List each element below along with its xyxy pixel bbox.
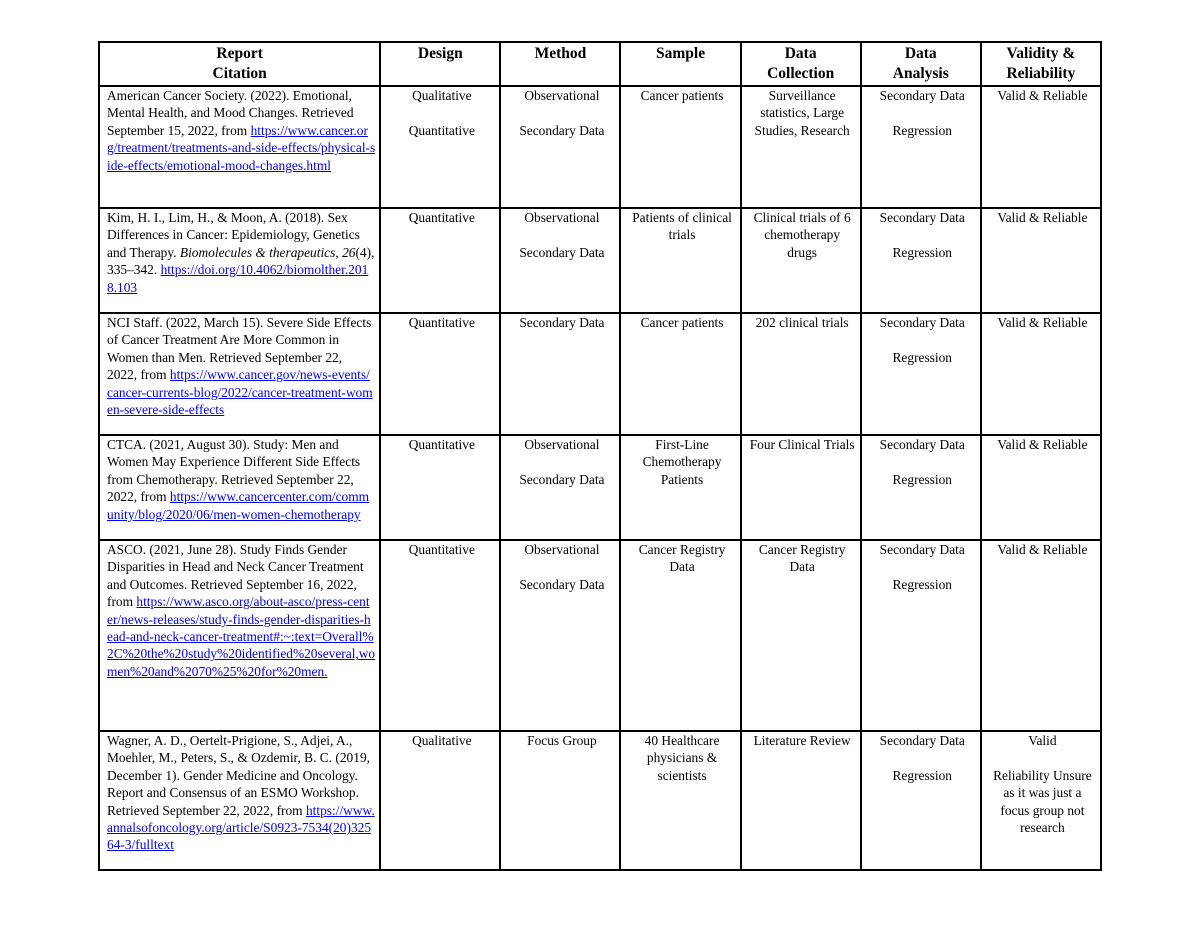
design-cell: Quantitative	[380, 313, 500, 435]
validity-cell: Valid & Reliable	[981, 313, 1101, 435]
citation-cell	[99, 86, 380, 208]
method-cell: Observational Secondary Data	[500, 540, 620, 731]
header-design: Design	[380, 42, 500, 86]
design-cell: Quantitative	[380, 208, 500, 313]
header-citation: Report Citation	[99, 42, 380, 86]
table-row	[99, 313, 1101, 435]
method-cell: Focus Group	[500, 731, 620, 870]
header-method: Method	[500, 42, 620, 86]
design-cell: Qualitative Quantitative	[380, 86, 500, 208]
design-cell: Quantitative	[380, 540, 500, 731]
method-cell: Observational Secondary Data	[500, 435, 620, 540]
table-row	[99, 540, 1101, 731]
method-cell: Observational Secondary Data	[500, 86, 620, 208]
data-analysis-cell: Secondary Data Regression	[861, 435, 981, 540]
citation-cell: NCI Staff. (2022, March 15). Severe Side Effects of Cancer Treatment Are More Common in Women than Men. Retrieved September 22, 2022, from https://www.cancer.gov/news-events/cancer-currents-blog/2022/cancer-treatment-women-severe-side-effects	[99, 313, 380, 435]
validity-cell: Valid & Reliable	[981, 86, 1101, 208]
data-analysis-cell: Secondary Data Regression	[861, 540, 981, 731]
table-row	[99, 435, 1101, 540]
validity-cell: Valid & Reliable	[981, 435, 1101, 540]
validity-cell: Valid & Reliable	[981, 208, 1101, 313]
citation-cell: CTCA. (2021, August 30). Study: Men and Women May Experience Different Side Effects from Chemotherapy. Retrieved September 22, 2022, from https://www.cancercenter.com/community/blog/2020/06/men-women-chemotherapy	[99, 435, 380, 540]
data-analysis-cell: Secondary Data Regression	[861, 208, 981, 313]
data-analysis-cell: Secondary Data Regression	[861, 313, 981, 435]
data-collection-cell: Cancer Registry Data	[741, 540, 861, 731]
data-collection-cell: Literature Review	[741, 731, 861, 870]
citation-link[interactable]: https://www.annalsofoncology.org/article/S0923-7534(20)32564-3/fulltext	[107, 802, 375, 853]
data-collection-cell: Surveillance statistics, Large Studies, Research	[741, 86, 861, 208]
data-analysis-cell: Secondary Data Regression	[861, 731, 981, 870]
table-row	[99, 731, 1101, 870]
sample-cell: First-Line Chemotherapy Patients	[620, 435, 740, 540]
sample-cell: Cancer patients	[620, 313, 740, 435]
journal-title: Biomolecules & therapeutics	[179, 244, 336, 260]
validity-cell: Valid & Reliable	[981, 540, 1101, 731]
journal-volume: 26	[342, 244, 356, 260]
table-row	[99, 208, 1101, 313]
sample-cell: Cancer patients	[620, 86, 740, 208]
citation-link[interactable]: https://www.cancercenter.com/community/blog/2020/06/men-women-chemotherapy	[107, 489, 370, 522]
table-row	[99, 86, 1101, 208]
design-cell: Qualitative	[380, 731, 500, 870]
header-data-collection: Data Collection	[741, 42, 861, 86]
data-collection-cell: 202 clinical trials	[741, 313, 861, 435]
data-analysis-cell: Secondary Data Regression	[861, 86, 981, 208]
citation-link[interactable]: https://www.cancer.org/treatment/treatments-and-side-effects/physical-side-effects/emotional-mood-changes.html	[107, 122, 376, 173]
design-cell: Quantitative	[380, 435, 500, 540]
sample-cell: Patients of clinical trials	[620, 208, 740, 313]
citation-link[interactable]: https://www.cancer.gov/news-events/cancer-currents-blog/2022/cancer-treatment-women-severe-side-effects	[107, 367, 373, 418]
header-data-analysis: Data Analysis	[861, 42, 981, 86]
citation-cell: ASCO. (2021, June 28). Study Finds Gender Disparities in Head and Neck Cancer Treatment and Outcomes. Retrieved September 16, 2022, from https://www.asco.org/about-asco/press-center/news-releases/study-finds-gender-disparities-head-and-neck-cancer-treatment#:~:text=Overall%2C%20the%20study%20identified%20several,women%20and%2070%25%20for%20men.	[99, 540, 380, 731]
citation-cell: Kim, H. I., Lim, H., & Moon, A. (2018). Sex Differences in Cancer: Epidemiology, Genetics and Therapy. Biomolecules & therapeutics, 26(4), 335–342. https://doi.org/10.4062/biomolther.2018.103	[99, 208, 380, 313]
citation-link[interactable]: https://www.asco.org/about-asco/press-center/news-releases/study-finds-gender-disparities-head-and-neck-cancer-treatment#:~:text=Overall%2C%20the%20study%20identified%20several,women%20and%2070%25%20for%20men.	[107, 594, 376, 679]
evidence-table	[98, 41, 1102, 871]
data-collection-cell: Four Clinical Trials	[741, 435, 861, 540]
citation-text: American Cancer Society. (2022). Emotional, Mental Health, and Mood Changes. Retrieved September 15, 2022, from	[107, 88, 354, 138]
header-sample: Sample	[620, 42, 740, 86]
method-cell: Observational Secondary Data	[500, 208, 620, 313]
header-row	[99, 42, 1101, 86]
validity-cell: Valid Reliability Unsure as it was just a focus group not research	[981, 731, 1101, 870]
sample-cell: 40 Healthcare physicians & scientists	[620, 731, 740, 870]
method-cell: Secondary Data	[500, 313, 620, 435]
sample-cell: Cancer Registry Data	[620, 540, 740, 731]
data-collection-cell: Clinical trials of 6 chemotherapy drugs	[741, 208, 861, 313]
citation-cell: Wagner, A. D., Oertelt-Prigione, S., Adjei, A., Moehler, M., Peters, S., & Ozdemir, B. C. (2019, December 1). Gender Medicine and Oncology. Report and Consensus of an ESMO Workshop. Retrieved September 22, 2022, from https://www.annalsofoncology.org/article/S0923-7534(20)32564-3/fulltext	[99, 731, 380, 870]
header-validity: Validity & Reliability	[981, 42, 1101, 86]
citation-link[interactable]: https://doi.org/10.4062/biomolther.2018.103	[107, 262, 369, 295]
